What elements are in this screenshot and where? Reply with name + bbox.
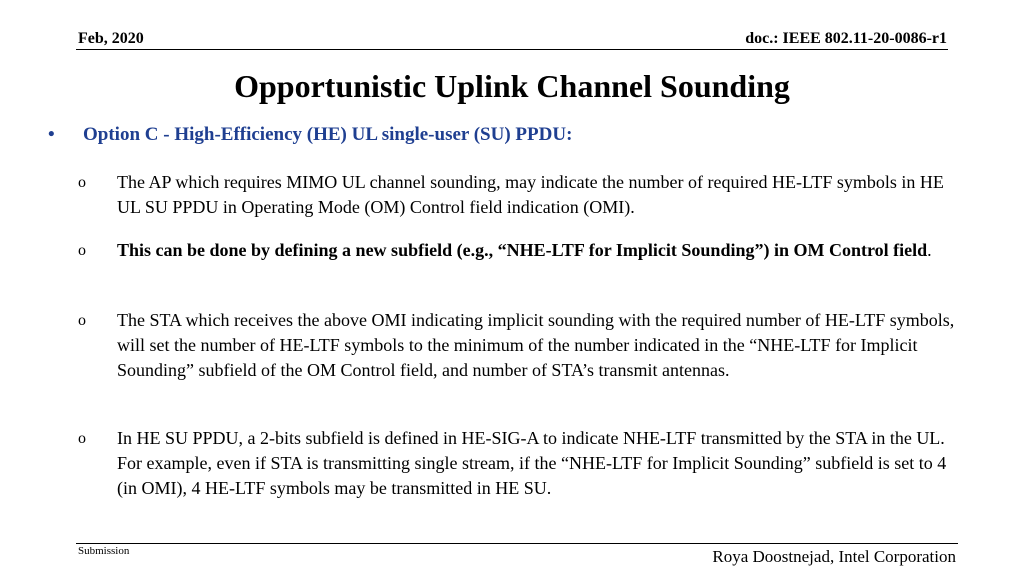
sub-bullet-marker: o	[78, 312, 86, 329]
sub-bullet-1-text: The AP which requires MIMO UL channel sounding, may indicate the number of required HE-LTF symbols in HE UL SU PPDU in Operating Mode (OM) Control field indication (OMI).	[117, 172, 944, 217]
sub-bullet-3-text: The STA which receives the above OMI indicating implicit sounding with the required number of HE-LTF symbols, will set the number of HE-LTF symbols to the minimum of the number indicated in the “NHE-LTF for Implicit Sounding” subfield of the OM Control field, and number of STA’s transmit antennas.	[117, 310, 955, 380]
footer-author: Roya Doostnejad, Intel Corporation	[712, 547, 956, 566]
sub-bullet-4-text: In HE SU PPDU, a 2-bits subfield is defined in HE-SIG-A to indicate NHE-LTF transmitted by the STA in the UL. For example, even if STA is transmitting single stream, if the “NHE-LTF for Implicit Sounding” subfield is set to 4 (in OMI), 4 HE-LTF symbols may be transmitted in HE SU.	[117, 428, 947, 498]
footer-submission: Submission	[78, 545, 130, 557]
sub-bullet-marker: o	[78, 430, 86, 447]
sub-bullet-4	[78, 426, 968, 501]
bullet-option-c-text: Option C - High-Efficiency (HE) UL single-user (SU) PPDU:	[83, 124, 573, 145]
sub-bullet-3	[78, 308, 968, 383]
sub-bullet-2	[78, 238, 968, 263]
header-doc-id: doc.: IEEE 802.11-20-0086-r1	[745, 30, 947, 47]
sub-bullet-2-bold-text: This can be done by defining a new subfield (e.g., “NHE-LTF for Implicit Sounding”) in OM Control field	[117, 240, 928, 260]
sub-bullet-2-tail: .	[927, 240, 932, 260]
header-date: Feb, 2020	[78, 30, 144, 47]
sub-bullet-1	[78, 170, 968, 220]
header-divider	[76, 49, 948, 50]
sub-bullet-marker: o	[78, 242, 86, 259]
slide-title: Opportunistic Uplink Channel Sounding	[234, 68, 790, 104]
sub-bullet-marker: o	[78, 174, 86, 191]
bullet-dot: •	[48, 124, 55, 145]
footer-divider	[76, 543, 958, 544]
sub-bullet-2-text	[117, 238, 968, 263]
